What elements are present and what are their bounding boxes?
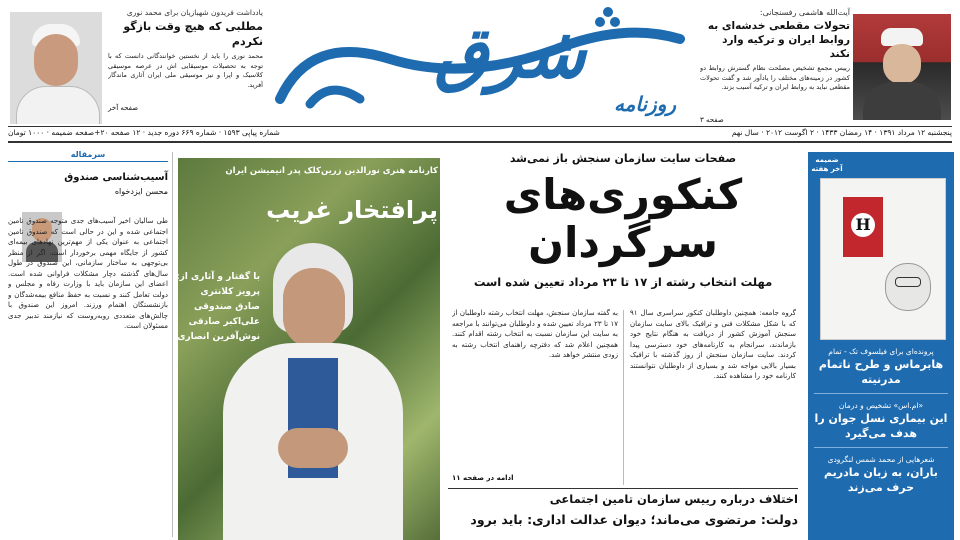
feature-credit-line: پرویز کلانتری: [200, 287, 260, 297]
feature-credit-line: صادق صندوقی: [193, 302, 260, 312]
feature-credit-line: علی‌اکبر صادقی: [188, 317, 260, 327]
teaser-right-headline: تحولات مقطعی خدشه‌ای به روابط ایران و ترکیه وارد نکند: [707, 20, 850, 60]
teaser-right: [700, 8, 850, 123]
main-kicker: صفحات سایت سازمان سنجش باز نمی‌شد: [509, 152, 737, 165]
sidebar-item-headline: این بیماری نسل جوان را هدف می‌گیرد: [814, 412, 948, 440]
feature-credits: [176, 270, 260, 345]
editorial-label: سرمقاله: [8, 150, 168, 162]
logo-text: شرق: [434, 11, 586, 94]
supplement-cover-h-glyph: H: [855, 215, 871, 234]
teaser-right-kicker: آیت‌الله هاشمی رفسنجانی:: [759, 8, 850, 17]
sidebar-item[interactable]: [814, 394, 948, 448]
teaser-left-kicker: یادداشت فریدون شهبازیان برای محمد نوری: [126, 8, 263, 17]
main-continued: ادامه در صفحه ۱۱: [452, 474, 514, 482]
logo-subtext: روزنامه: [613, 92, 677, 116]
sidebar: [808, 152, 954, 540]
editorial-column: [8, 150, 168, 540]
editorial-author: محسن ایزدخواه: [114, 187, 168, 196]
bottom-headline-2: دولت: مرتضوی می‌ماند؛ دیوان عدالت اداری: باید برود: [470, 512, 798, 527]
sidebar-item[interactable]: [814, 346, 948, 394]
masthead: [0, 0, 960, 150]
sidebar-item-kicker: شعرهایی از محمد شمس لنگرودی: [827, 455, 935, 464]
main-bottom-rule: [448, 488, 798, 489]
teaser-left-text: محمد نوری را باید از نخستین خوانندگانی دانست که با توجه به تحصیلات موسیقایی اش در عرصه موسیقی کلاسیک و اپرا و نیز موسیقی ملی ایران آثاری ماندگار آفرید.: [108, 52, 263, 89]
main-body-col1: گروه جامعه: همچنین داوطلبان کنکور سراسری سال ۹۱ که با شکل مشکلات فنی و ترافیک بالای سایت سازمان سنجش آموزش کشور از دریافت به هنگام نتایج خود بازماندند، سرانجام به کارنامه‌های خود دسترسی پیدا کردند. سایت سازمان سنجش از روز گذشته با ترافیک بسیار بالایی مواجه شد و بسیاری از داوطلبان نتوانستند کارنامه خود را مشاهده کنند.: [630, 309, 796, 380]
teaser-left-photo: [10, 12, 102, 124]
feature-credit-line: نوش‌آفرین انصاری: [177, 332, 260, 342]
sidebar-item-headline: هابرماس و طرح ناتمام مدرنیته: [818, 358, 944, 386]
sidebar-items: [814, 346, 948, 495]
dateline: پنجشنبه ۱۲ مرداد ۱۳۹۱ · ۱۴ رمضان ۱۴۳۳ · ۲ اگوست ۲۰۱۲ · سال نهم: [731, 128, 952, 137]
teaser-right-text: رییس مجمع تشخیص مصلحت نظام گسترش روابط دو کشور در زمینه‌های مختلف را یادآور شد و گفت تحولات مقطعی نباید به روابط ایران و ترکیه آسیب بزند.: [700, 64, 850, 91]
main-story: [448, 150, 798, 540]
feature-credit-line: با گفتار و آثاری از:: [176, 272, 260, 282]
bottom-headline-1: اختلاف درباره رییس سازمان تامین اجتماعی: [549, 492, 798, 506]
feature-photo-credit: عکس: آیدین زمان‌دخت: [160, 390, 167, 448]
main-body-col2: به گفته سازمان سنجش، مهلت انتخاب رشته داوطلبان از ۱۷ تا ۲۳ مرداد تعیین شده و داوطلبان می‌توانند با مراجعه به سایت این سازمان نسبت به انتخاب رشته اقدام کنند. همچنین اعلام شد که دفترچه راهنمای انتخاب رشته به زودی منتشر خواهد شد.: [452, 309, 618, 359]
supplement-badge: ضمیمه آخر هفته: [811, 156, 843, 173]
masthead-rule-top: [8, 126, 952, 127]
teaser-right-photo: [853, 14, 951, 120]
teaser-left-headline: مطلبی که هیچ وقت بازگو نکردم: [123, 20, 263, 48]
sidebar-item-headline: باران، به زبان مادریم حرف می‌زند: [824, 466, 938, 494]
feature-kicker: کارنامه هنری نورالدین زرین‌کلک پدر انیمیشن ایران: [225, 166, 438, 176]
supplement-cover: [820, 178, 946, 340]
sidebar-item-kicker: «ام.اس» تشخیص و درمان: [838, 401, 924, 410]
logo: [270, 4, 695, 124]
main-col-divider: [623, 310, 624, 485]
teaser-right-page-ref: صفحه ۳: [700, 116, 724, 124]
column-divider-left: [172, 152, 173, 537]
masthead-rule-bottom: [8, 141, 952, 143]
feature-headline: پرافتخار غریب: [266, 196, 438, 224]
main-headline-line1: کنکوری‌های: [503, 170, 743, 219]
main-subhead: مهلت انتخاب رشته از ۱۷ تا ۲۳ مرداد تعیین شده است: [473, 275, 773, 289]
editorial-text: طی سالیان اخیر آسیب‌های جدی متوجه صندوق تامین اجتماعی شده و این در حالی است که صندوق تامین اجتماعی به عنوان یکی از مهم‌ترین نهادهای بیمه‌ای کشور از جایگاه مهمی برخوردار است. اگر از منظر بی‌توجهی به ساختار سازمانی، این صندوق در طول سال‌های گذشته دچار مشکلات فراوانی شده است. اعضای این سازمان باید با وزارت رفاه و مجلس و دولت تعامل کنند و نسبت به حفظ منافع بیمه‌شدگان و بازنشستگان اهتمام ورزند. امروز این صندوق با چالش‌های متعددی روبه‌روست که نیازمند تدبیر جدی مسئولان است.: [8, 217, 168, 330]
issue-info: شماره پیاپی ۱۵۹۳ · شماره ۶۶۹ دوره جدید · ۱۲ صفحه ۲۰+صفحه ضمیمه · ۱۰۰۰ تومان: [8, 128, 280, 137]
teaser-left: [108, 8, 263, 123]
editorial-headline: آسیب‌شناسی صندوق: [64, 172, 168, 183]
sidebar-item[interactable]: [814, 448, 948, 495]
main-headline-line2: سرگردان: [528, 218, 718, 267]
teaser-left-page-ref: صفحه آخر: [108, 104, 139, 112]
sidebar-item-kicker: پرونده‌ای برای فیلسوف تک - تمام: [828, 347, 934, 356]
